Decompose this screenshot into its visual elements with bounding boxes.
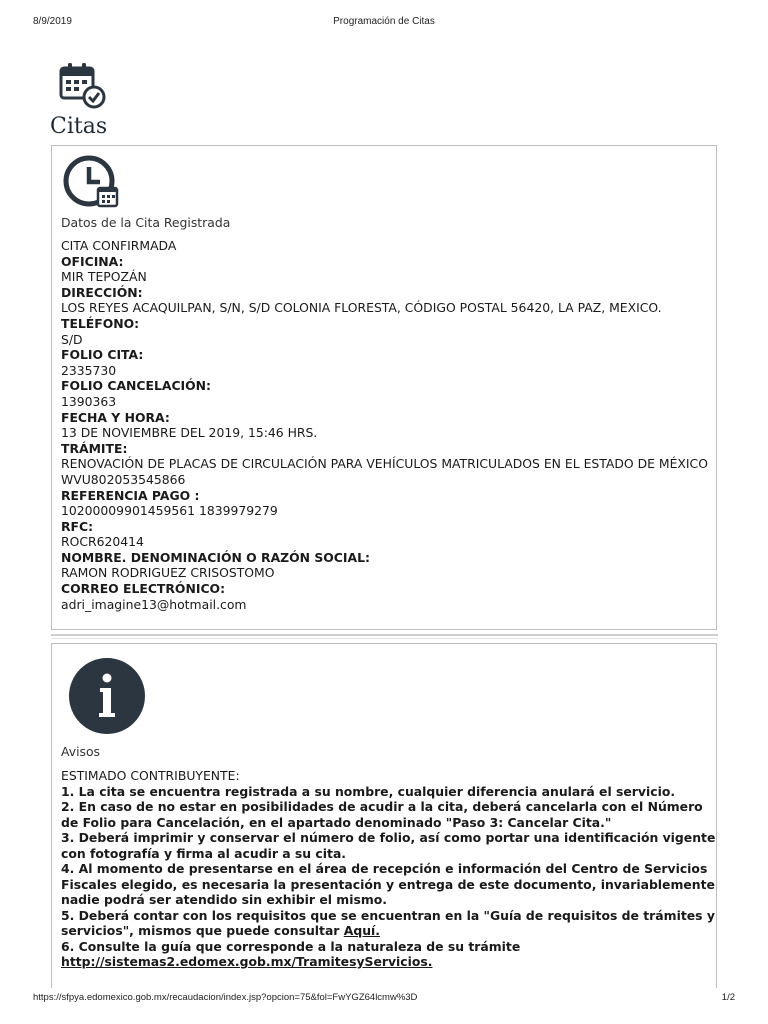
field-value: 2335730 — [61, 362, 117, 378]
field-value: LOS REYES ACAQUILPAN, S/N, S/D COLONIA FLORESTA, CÓDIGO POSTAL 56420, LA PAZ, MEXICO. — [61, 300, 662, 316]
print-header — [0, 16, 768, 30]
field-value: RENOVACIÓN DE PLACAS DE CIRCULACIÓN PARA VEHÍCULOS MATRICULADOS EN EL ESTADO DE MÉXICO — [61, 456, 708, 472]
avisos-details — [61, 768, 721, 970]
page-number: 1/2 — [721, 992, 735, 1003]
field-label: DIRECCIÓN: — [61, 284, 143, 300]
field-value: S/D — [61, 331, 83, 347]
cita-heading: Datos de la Cita Registrada — [61, 215, 231, 230]
field-extra: WVU802053545866 — [61, 471, 186, 487]
notice-item — [61, 908, 721, 939]
notice-item: 2. En caso de no estar en posibilidades de acudir a la cita, deberá cancelarla con el Número de Folio para Cancelación, en el apartado denominado "Paso 3: Cancelar Cita." — [61, 799, 703, 830]
print-url: https://sfpya.edomexico.gob.mx/recaudacion/index.jsp?opcion=75&fol=FwYGZ64lcmw%3D — [33, 992, 418, 1003]
field-label: OFICINA: — [61, 253, 124, 269]
notice-item — [61, 939, 721, 970]
notice-item: 3. Deberá imprimir y conservar el número de folio, así como portar una identificación vigente con fotografía y firma al acudir a su cita. — [61, 830, 716, 861]
field-value: MIR TEPOZÁN — [61, 269, 147, 285]
field-label: TELÉFONO: — [61, 315, 140, 331]
field-value: ROCR620414 — [61, 534, 144, 550]
clock-calendar-icon — [62, 154, 120, 212]
print-footer — [0, 992, 768, 1006]
field-label: RFC: — [61, 518, 94, 534]
divider — [51, 634, 718, 636]
calendar-check-icon — [58, 60, 108, 110]
print-date: 8/9/2019 — [33, 16, 72, 27]
field-label: FOLIO CITA: — [61, 347, 144, 363]
divider — [51, 638, 718, 639]
cita-status: CITA CONFIRMADA — [61, 238, 177, 253]
field-value: 1390363 — [61, 393, 117, 409]
tramites-link[interactable]: http://sistemas2.edomex.gob.mx/TramitesyServicios. — [61, 954, 433, 970]
field-value: 10200009901459561 1839979279 — [61, 503, 278, 519]
field-label: CORREO ELECTRÓNICO: — [61, 581, 226, 597]
field-value: RAMON RODRIGUEZ CRISOSTOMO — [61, 565, 275, 581]
field-label: FECHA Y HORA: — [61, 409, 170, 425]
avisos-heading: Avisos — [61, 744, 101, 759]
requisitos-link[interactable]: Aquí. — [343, 923, 380, 939]
field-label: TRÁMITE: — [61, 440, 128, 456]
avisos-panel — [51, 643, 717, 988]
page-title: Citas — [50, 114, 108, 139]
cita-panel — [51, 145, 717, 630]
print-title: Programación de Citas — [333, 16, 435, 27]
notice-text: 5. Deberá contar con los requisitos que se encuentran en la "Guía de requisitos de trámites y servicios", mismos que puede consultar — [61, 907, 715, 939]
notice-text: 6. Consulte la guía que corresponde a la naturaleza de su trámite — [61, 938, 521, 954]
info-icon — [68, 657, 146, 735]
field-label: FOLIO CANCELACIÓN: — [61, 378, 212, 394]
field-value: 13 DE NOVIEMBRE DEL 2019, 15:46 HRS. — [61, 425, 318, 441]
field-label: REFERENCIA PAGO : — [61, 487, 200, 503]
avisos-intro: ESTIMADO CONTRIBUYENTE: — [61, 768, 240, 783]
field-label: NOMBRE. DENOMINACIÓN O RAZÓN SOCIAL: — [61, 549, 370, 565]
cita-details — [61, 238, 711, 612]
notice-item: 1. La cita se encuentra registrada a su nombre, cualquier diferencia anulará el servicio. — [61, 783, 676, 799]
field-value: adri_imagine13@hotmail.com — [61, 596, 247, 612]
notice-item: 4. Al momento de presentarse en el área de recepción e información del Centro de Servicios Fiscales elegido, es necesaria la presentación y entrega de este documento, invariablemente nadie podrá ser atendido sin exhibir el mismo. — [61, 861, 715, 908]
